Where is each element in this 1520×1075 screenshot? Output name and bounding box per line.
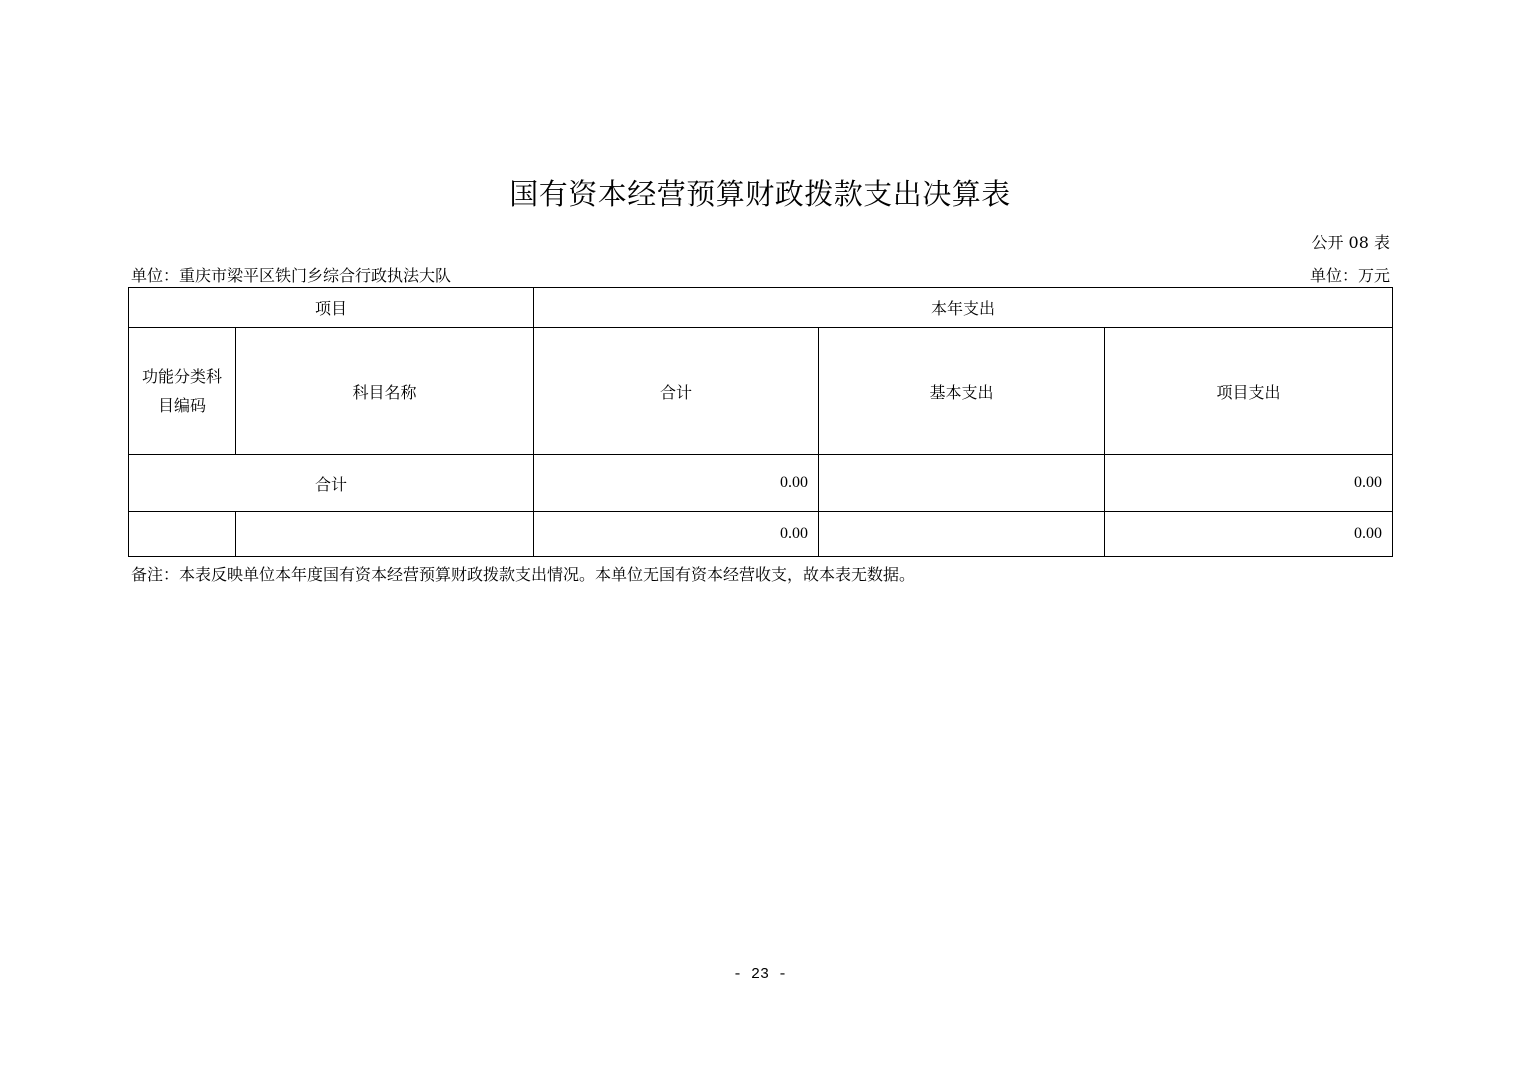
row-total: 0.00 [534, 512, 819, 557]
total-row-label: 合计 [129, 455, 534, 512]
expenditure-table [128, 287, 1393, 557]
column-header-code-text: 功能分类科目编码 [141, 367, 222, 415]
unit-currency: 单位：万元 [1309, 266, 1390, 285]
column-header-project: 项目支出 [1105, 328, 1393, 455]
column-header-total: 合计 [534, 328, 819, 455]
header-row-columns [129, 328, 1393, 455]
row-project: 0.00 [1105, 512, 1393, 557]
total-row-total: 0.00 [534, 455, 819, 512]
header-year-expense: 本年支出 [534, 288, 1393, 328]
header-row-top [129, 288, 1393, 328]
total-row [129, 455, 1393, 512]
header-item: 项目 [129, 288, 534, 328]
row-name [236, 512, 534, 557]
unit-organization: 单位：重庆市梁平区铁门乡综合行政执法大队 [131, 266, 452, 285]
row-basic [819, 512, 1105, 557]
page-number: - 23 - [732, 966, 787, 983]
table-row [129, 512, 1393, 557]
column-header-name: 科目名称 [236, 328, 534, 455]
row-code [129, 512, 236, 557]
form-code: 公开 08 表 [1311, 233, 1390, 252]
total-row-basic [819, 455, 1105, 512]
remark-note: 备注：本表反映单位本年度国有资本经营预算财政拨款支出情况。本单位无国有资本经营收支，故本表无数据。 [131, 565, 916, 584]
page-title: 国有资本经营预算财政拨款支出决算表 [509, 177, 1011, 211]
column-header-basic: 基本支出 [819, 328, 1105, 455]
column-header-code [129, 328, 236, 455]
total-row-project: 0.00 [1105, 455, 1393, 512]
